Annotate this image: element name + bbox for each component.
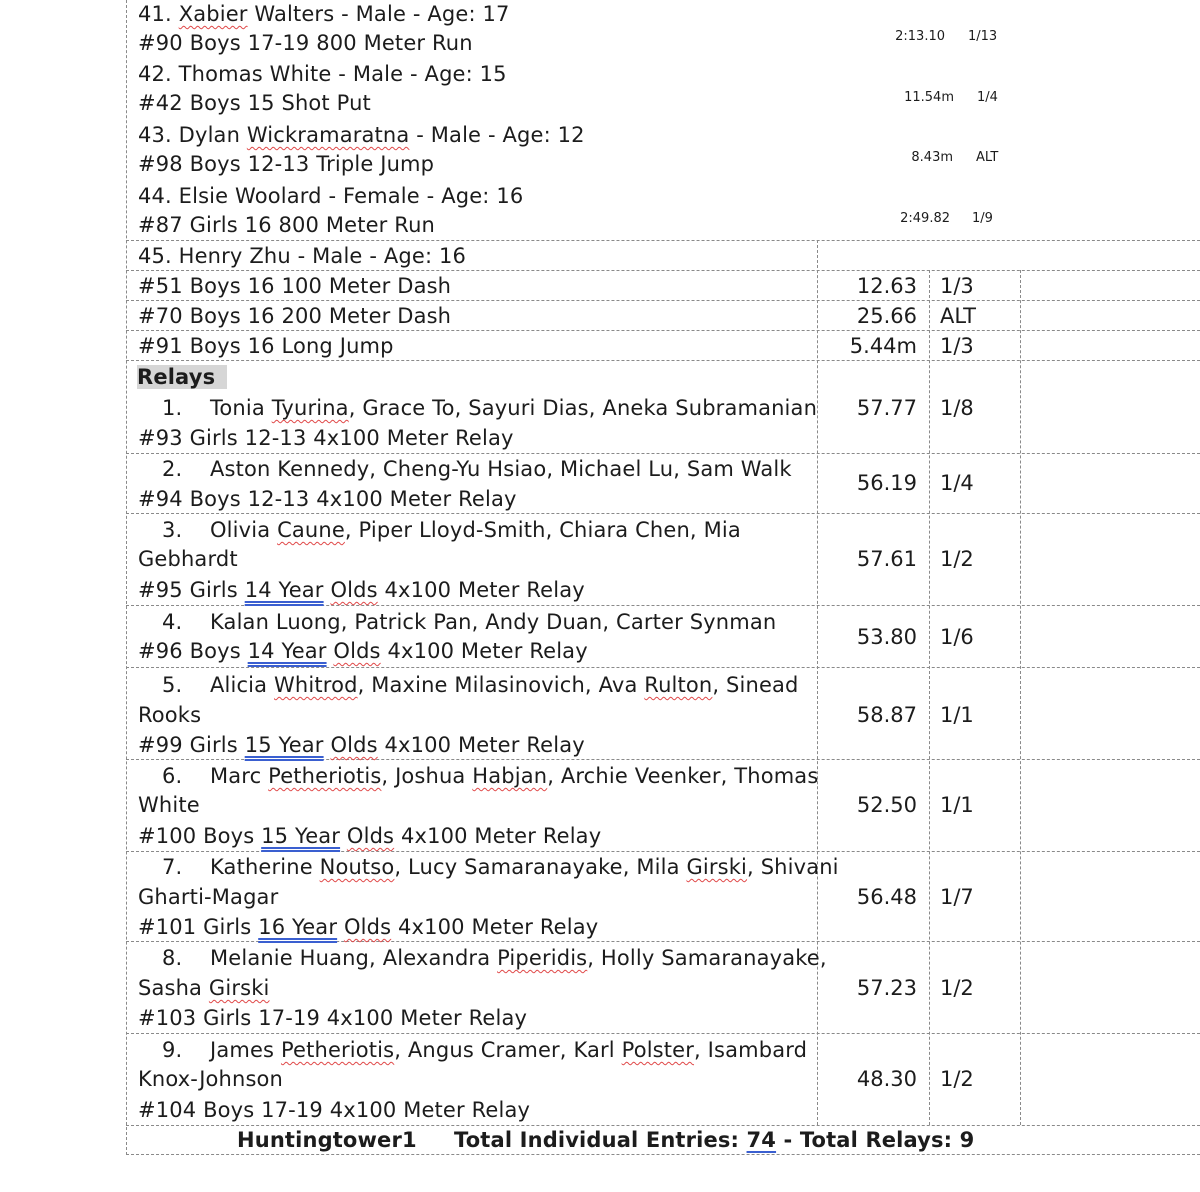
event-name: #104 Boys 17-19 4x100 Meter Relay [138,1098,531,1122]
team-name: Huntingtower1 [237,1128,417,1152]
event-name: #70 Boys 16 200 Meter Dash [138,304,452,328]
relay-team-line: Knox-Johnson [138,1067,284,1091]
relay-team-line: Kalan Luong, Patrick Pan, Andy Duan, Carter Synman [210,610,777,634]
relay-team-line: Katherine Noutso, Lucy Samaranayake, Mila Girski, Shivani [210,855,839,879]
event-name: #90 Boys 17-19 800 Meter Run [138,31,473,55]
event-name: #42 Boys 15 Shot Put [138,91,371,115]
place-value: 1/9 [972,211,993,226]
row-divider [126,941,1200,942]
relay-team-line: Aston Kennedy, Cheng-Yu Hsiao, Michael Lu, Sam Walk [210,457,792,481]
entries-label: Total Individual Entries: [454,1128,740,1152]
result-value: 57.77 [856,396,917,420]
row-divider [126,270,1200,271]
result-value: 53.80 [856,625,917,649]
result-value: 48.30 [856,1067,917,1091]
athlete-name: 41. Xabier Walters - Male - Age: 17 [138,2,510,26]
row-divider [126,605,1200,606]
result-value: 52.50 [856,793,917,817]
relay-number: 8. [162,946,183,970]
relay-team-line: White [138,793,200,817]
row-divider [126,667,1200,668]
event-name: #91 Boys 16 Long Jump [138,334,394,358]
result-value: 12.63 [856,274,917,298]
event-name: #101 Girls 16 Year Olds 4x100 Meter Relay [138,915,599,939]
relay-number: 1. [162,396,183,420]
place-value: 1/3 [940,334,974,358]
relay-team-line: Tonia Tyurina, Grace To, Sayuri Dias, Aneka Subramanian [210,396,818,420]
relays-total: - Total Relays: 9 [783,1128,975,1152]
relay-number: 9. [162,1038,183,1062]
column-divider-result [817,240,818,1125]
result-value: 11.54m [904,90,954,105]
relay-number: 5. [162,673,183,697]
result-value: 2:49.82 [900,211,950,226]
relay-number: 2. [162,457,183,481]
place-value: 1/7 [940,885,974,909]
place-value: 1/8 [940,396,974,420]
place-value: ALT [976,150,999,165]
event-name: #99 Girls 15 Year Olds 4x100 Meter Relay [138,733,585,757]
result-value: 2:13.10 [895,29,945,44]
row-divider [126,513,1200,514]
place-value: 1/4 [977,90,998,105]
place-value: ALT [940,304,977,328]
result-value: 56.19 [856,471,917,495]
table-left-border [126,0,127,1155]
athlete-name: 44. Elsie Woolard - Female - Age: 16 [138,184,524,208]
relay-team-line: Alicia Whitrod, Maxine Milasinovich, Ava Rulton, Sinead [210,673,799,697]
relay-number: 4. [162,610,183,634]
result-value: 58.87 [856,703,917,727]
result-value: 57.23 [856,976,917,1000]
row-divider [126,240,1200,241]
relay-team-line: Marc Petheriotis, Joshua Habjan, Archie Veenker, Thomas [210,764,819,788]
relay-team-line: Sasha Girski [138,976,270,1000]
relay-team-line: Gharti-Magar [138,885,279,909]
event-name: #96 Boys 14 Year Olds 4x100 Meter Relay [138,639,588,663]
relay-team-line: Olivia Caune, Piper Lloyd-Smith, Chiara Chen, Mia [210,518,741,542]
result-value: 25.66 [856,304,917,328]
place-value: 1/2 [940,976,974,1000]
event-name: #103 Girls 17-19 4x100 Meter Relay [138,1006,528,1030]
row-divider [126,851,1200,852]
place-value: 1/2 [940,547,974,571]
row-divider [126,330,1200,331]
row-divider [126,759,1200,760]
athlete-name: 45. Henry Zhu - Male - Age: 16 [138,244,467,268]
relay-team-line: Gebhardt [138,547,238,571]
relay-number: 7. [162,855,183,879]
place-value: 1/3 [940,274,974,298]
place-value: 1/13 [968,29,998,44]
event-name: #94 Boys 12-13 4x100 Meter Relay [138,487,517,511]
result-value: 8.43m [911,150,953,165]
totals-line [237,1126,974,1154]
event-name: #95 Girls 14 Year Olds 4x100 Meter Relay [138,578,585,602]
event-name: #100 Boys 15 Year Olds 4x100 Meter Relay [138,824,602,848]
row-divider [126,453,1200,454]
place-value: 1/1 [940,793,974,817]
relay-team-line: Melanie Huang, Alexandra Piperidis, Holly Samaranayake, [210,946,827,970]
place-value: 1/1 [940,703,974,727]
event-name: #87 Girls 16 800 Meter Run [138,213,436,237]
entries-count: 74 [746,1128,777,1152]
place-value: 1/2 [940,1067,974,1091]
row-divider [126,360,1200,361]
relay-number: 3. [162,518,183,542]
relay-number: 6. [162,764,183,788]
row-divider [126,1033,1200,1034]
place-value: 1/4 [940,471,974,495]
place-value: 1/6 [940,625,974,649]
column-divider-place [929,270,930,1125]
result-value: 56.48 [856,885,917,909]
athlete-name: 43. Dylan Wickramaratna - Male - Age: 12 [138,123,585,147]
row-divider [126,300,1200,301]
event-name: #98 Boys 12-13 Triple Jump [138,152,435,176]
relays-heading-text: Relays [137,365,227,389]
event-name: #51 Boys 16 100 Meter Dash [138,274,452,298]
result-value: 5.44m [849,334,917,358]
relay-team-line: James Petheriotis, Angus Cramer, Karl Polster, Isambard [210,1038,808,1062]
relay-team-line: Rooks [138,703,202,727]
section-heading-relays [137,363,227,391]
result-value: 57.61 [856,547,917,571]
athlete-name: 42. Thomas White - Male - Age: 15 [138,62,507,86]
table-bottom-border [126,1154,1200,1155]
event-name: #93 Girls 12-13 4x100 Meter Relay [138,426,514,450]
column-divider-extra [1020,270,1021,1125]
